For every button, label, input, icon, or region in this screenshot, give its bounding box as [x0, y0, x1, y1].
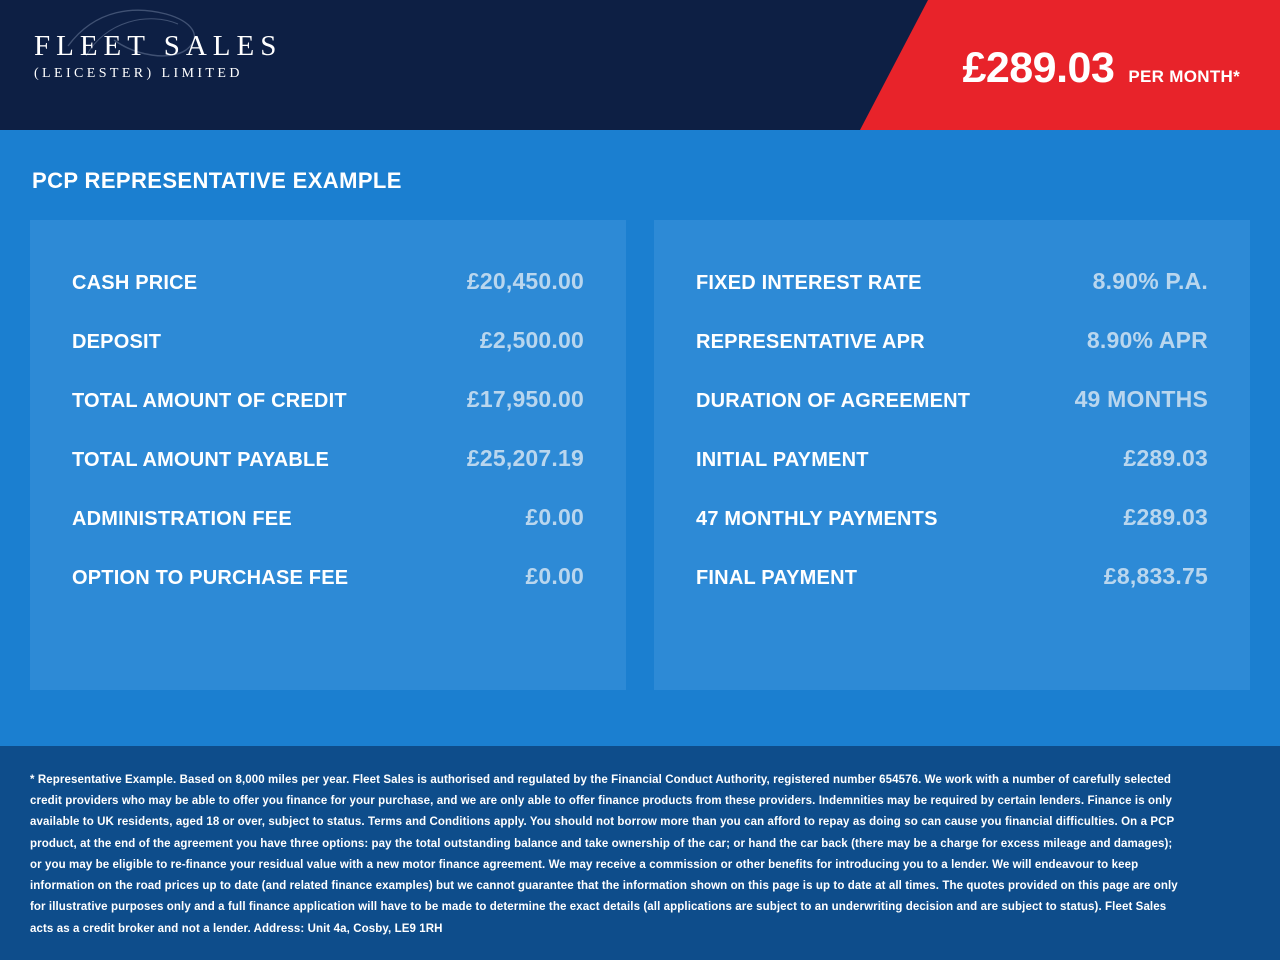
monthly-price-block	[962, 44, 1240, 93]
finance-panel-right	[654, 220, 1250, 690]
finance-row-label: DURATION OF AGREEMENT	[696, 390, 971, 412]
finance-row	[696, 429, 1208, 488]
logo-main-text: FLEET SALES	[34, 30, 283, 62]
finance-row	[72, 547, 584, 606]
finance-row-value: 49 MONTHS	[1074, 386, 1208, 412]
finance-row-label: DEPOSIT	[72, 331, 162, 353]
company-logo	[34, 30, 282, 82]
finance-row-label: FINAL PAYMENT	[696, 567, 858, 589]
finance-row	[696, 547, 1208, 606]
finance-row-value: £289.03	[1123, 504, 1208, 530]
finance-row-value: 8.90% APR	[1086, 327, 1208, 353]
finance-panels	[30, 220, 1250, 690]
finance-row-label: CASH PRICE	[72, 272, 198, 294]
finance-row-label: TOTAL AMOUNT PAYABLE	[72, 449, 329, 471]
finance-row-value: £0.00	[525, 563, 584, 589]
finance-row	[72, 252, 584, 311]
finance-row	[696, 311, 1208, 370]
disclaimer-text: * Representative Example. Based on 8,000 miles per year. Fleet Sales is authorised and regulated by the Financial Conduct Authority, registered number 654576. We work with a number of carefully selected credit providers who may be able to offer you finance for your purchase, and we are only able to offer finance products from these providers. Indemnities may be required by certain lenders. Finance is only available to UK residents, aged 18 or over, subject to status. Terms and Conditions apply. You should not borrow more than you can afford to repay as doing so can cause you financial difficulties. On a PCP product, at the end of the agreement you have three options: pay the total outstanding balance and take ownership of the car; or hand the car back (there may be a charge for excess mileage and damages); or you may be eligible to re-finance your residual value with a new motor finance agreement. We may receive a commission or other benefits for introducing you to a lender. We will endeavour to keep information on the road prices up to date (and related finance examples) but we cannot guarantee that the information shown on this page is up to date at all times. The quotes provided on this page are only for illustrative purposes only and a full finance application will have to be made to determine the exact details (all applications are subject to an underwriting decision and are subject to status). Fleet Sales acts as a credit broker and not a lender. Address: Unit 4a, Cosby, LE9 1RH	[30, 773, 1178, 935]
page-header	[0, 0, 1280, 130]
finance-row	[72, 429, 584, 488]
finance-row-label: OPTION TO PURCHASE FEE	[72, 567, 349, 589]
finance-row	[696, 370, 1208, 429]
finance-row-value: 8.90% P.A.	[1092, 268, 1208, 294]
finance-row-value: £17,950.00	[466, 386, 584, 412]
finance-row-label: REPRESENTATIVE APR	[696, 331, 925, 353]
main-content	[0, 130, 1280, 690]
finance-row	[72, 488, 584, 547]
finance-row-label: 47 MONTHLY PAYMENTS	[696, 508, 938, 530]
finance-row-label: TOTAL AMOUNT OF CREDIT	[72, 390, 347, 412]
finance-row-label: INITIAL PAYMENT	[696, 449, 869, 471]
price-amount: £289.03	[962, 44, 1115, 92]
finance-row-label: ADMINISTRATION FEE	[72, 508, 292, 530]
logo-sub-text: (LEICESTER) LIMITED	[34, 66, 243, 81]
finance-row-value: £0.00	[525, 504, 584, 530]
price-period-label: PER MONTH*	[1128, 67, 1240, 86]
finance-row-value: £20,450.00	[466, 268, 584, 294]
finance-panel-left	[30, 220, 626, 690]
finance-row-label: FIXED INTEREST RATE	[696, 272, 922, 294]
finance-row-value: £289.03	[1123, 445, 1208, 471]
finance-row	[696, 488, 1208, 547]
finance-row-value: £2,500.00	[479, 327, 584, 353]
disclaimer-footer	[0, 746, 1280, 960]
finance-row	[72, 311, 584, 370]
finance-row	[72, 370, 584, 429]
finance-row	[696, 252, 1208, 311]
finance-row-value: £25,207.19	[466, 445, 584, 471]
page-title: PCP REPRESENTATIVE EXAMPLE	[32, 168, 402, 193]
finance-row-value: £8,833.75	[1103, 563, 1208, 589]
